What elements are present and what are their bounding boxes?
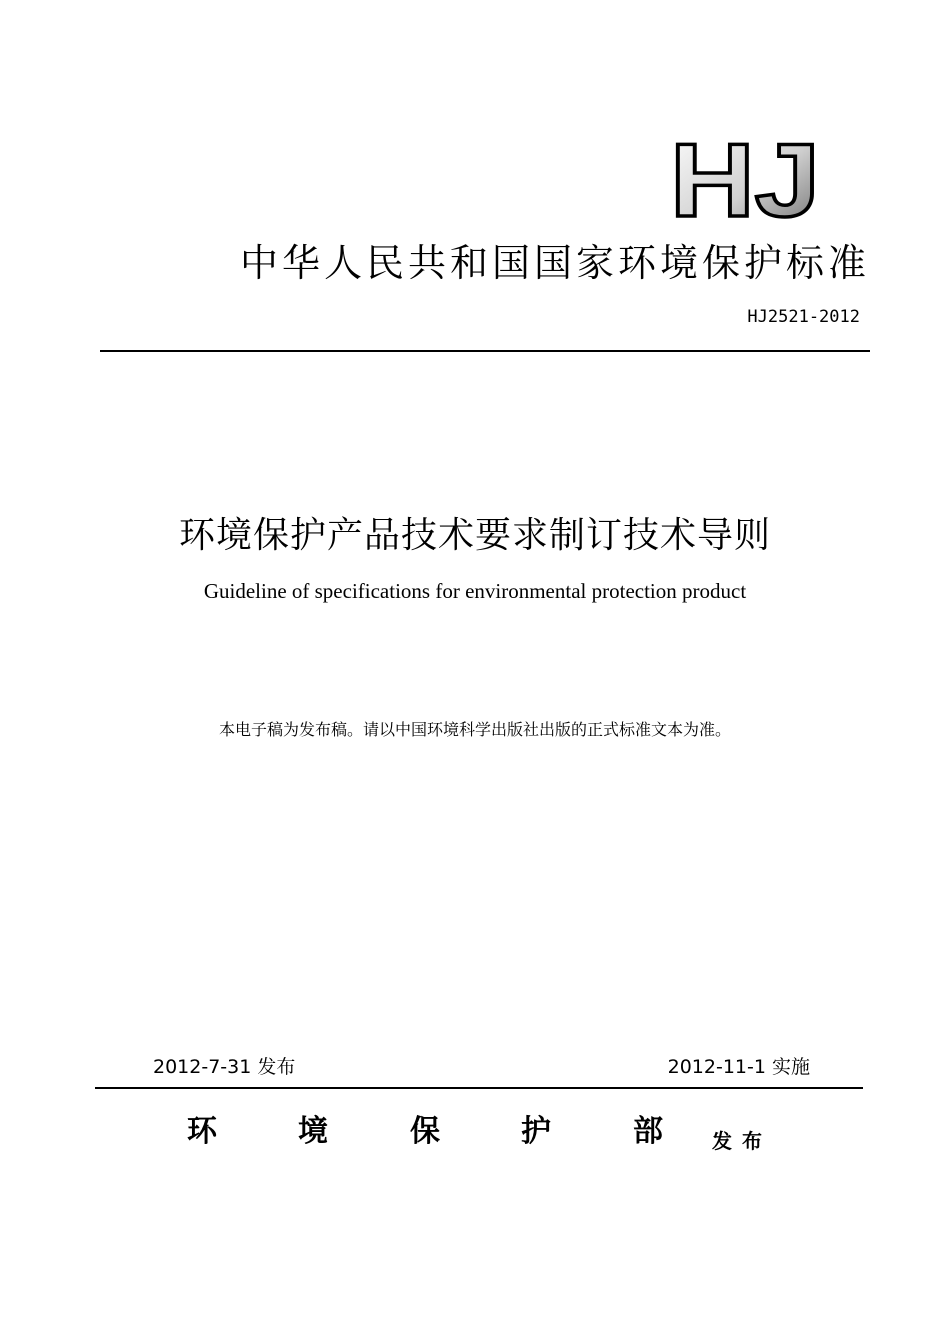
- standard-category-title: 中华人民共和国国家环境保护标准: [239, 241, 870, 285]
- issuer-char: 境: [298, 1114, 328, 1149]
- document-title-chinese: 环境保护产品技术要求制订技术导则: [178, 515, 771, 556]
- issuer-char: 部: [633, 1114, 663, 1149]
- bottom-divider: [95, 1087, 863, 1089]
- svg-text:HJ: HJ: [670, 140, 820, 220]
- top-divider: [100, 350, 870, 352]
- standard-number: HJ2521-2012: [747, 307, 860, 327]
- issuer-char: 环: [187, 1114, 217, 1149]
- issuer-char: 保: [410, 1114, 440, 1149]
- document-title-english: Guideline of specifications for environmental protection product: [203, 579, 747, 603]
- hj-logo: [668, 140, 823, 220]
- implementation-date: 2012-11-1 实施: [667, 1056, 810, 1078]
- issue-date: 2012-7-31 发布: [153, 1056, 296, 1078]
- issuer-char: 护: [521, 1114, 551, 1149]
- issuer-suffix: 发布: [712, 1129, 772, 1153]
- release-notice: 本电子稿为发布稿。请以中国环境科学出版社出版的正式标准文本为准。: [218, 720, 731, 739]
